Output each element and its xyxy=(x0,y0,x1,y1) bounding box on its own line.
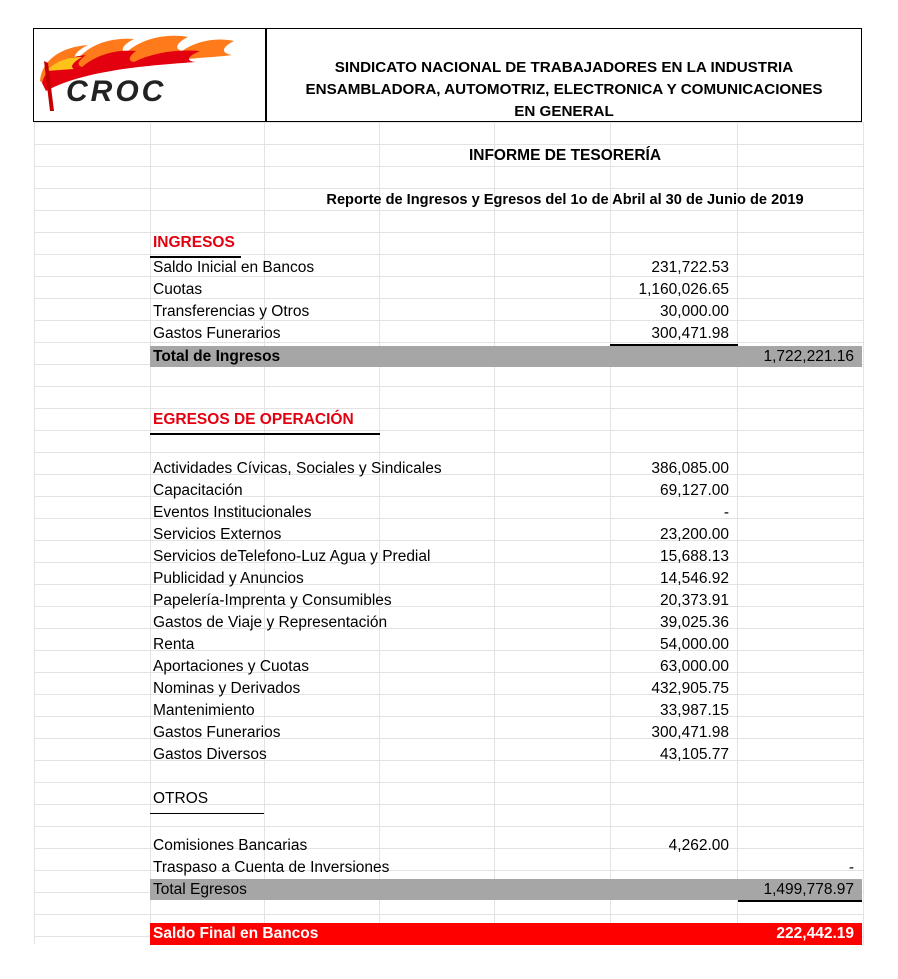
row-value: 23,200.00 xyxy=(660,526,729,543)
table-row xyxy=(150,458,862,480)
org-line-3: EN GENERAL xyxy=(514,103,614,120)
row-label: Gastos Funerarios xyxy=(153,724,281,741)
grid-row-line xyxy=(34,386,863,387)
table-row xyxy=(150,612,862,634)
row-label: Actividades Cívicas, Sociales y Sindicales xyxy=(153,460,442,477)
row-label: Mantenimiento xyxy=(153,702,255,719)
table-row xyxy=(150,656,862,678)
saldo-final-label: Saldo Final en Bancos xyxy=(153,925,319,942)
total-egresos-underline xyxy=(738,900,862,902)
grid-row-line xyxy=(34,166,863,167)
table-row xyxy=(150,722,862,744)
row-value: 33,987.15 xyxy=(660,702,729,719)
row-value: 43,105.77 xyxy=(660,746,729,763)
row-label: Saldo Inicial en Bancos xyxy=(153,259,315,276)
section-heading-ingresos: INGRESOS xyxy=(150,234,241,258)
row-label: Servicios Externos xyxy=(153,526,282,543)
row-value: - xyxy=(723,504,729,521)
row-label: Cuotas xyxy=(153,281,203,298)
table-row xyxy=(150,700,862,722)
row-value: 39,025.36 xyxy=(660,614,729,631)
total-egresos-label: Total Egresos xyxy=(153,881,247,898)
row-value: 30,000.00 xyxy=(660,303,729,320)
grid-row-line xyxy=(34,914,863,915)
row-value: 432,905.75 xyxy=(651,680,729,697)
row-label: Papelería-Imprenta y Consumibles xyxy=(153,592,392,609)
row-label: Transferencias y Otros xyxy=(153,303,310,320)
row-label: Eventos Institucionales xyxy=(153,504,312,521)
row-value: 231,722.53 xyxy=(651,259,729,276)
grid-row-line xyxy=(34,188,863,189)
table-row xyxy=(150,835,862,857)
row-label: Nominas y Derivados xyxy=(153,680,301,697)
table-row xyxy=(150,257,862,279)
table-row xyxy=(150,857,862,879)
total-ingresos-row xyxy=(150,346,862,367)
report-header xyxy=(33,28,862,122)
organization-name xyxy=(270,57,858,123)
row-label: Aportaciones y Cuotas xyxy=(153,658,309,675)
table-row xyxy=(150,568,862,590)
row-label: Publicidad y Anuncios xyxy=(153,570,304,587)
table-row xyxy=(150,279,862,301)
total-ingresos-value: 1,722,221.16 xyxy=(763,348,854,365)
report-subtitle: Reporte de Ingresos y Egresos del 1o de Abril al 30 de Junio de 2019 xyxy=(326,192,804,208)
row-label: Capacitación xyxy=(153,482,243,499)
header-divider xyxy=(265,29,267,121)
table-row xyxy=(150,590,862,612)
grid-row-line xyxy=(34,408,863,409)
table-row xyxy=(150,524,862,546)
grid-column-line xyxy=(34,122,35,944)
total-ingresos-label: Total de Ingresos xyxy=(153,348,281,365)
row-total-value: - xyxy=(848,859,854,876)
table-row xyxy=(150,301,862,323)
row-label: Gastos Diversos xyxy=(153,746,267,763)
row-value: 386,085.00 xyxy=(651,460,729,477)
table-row xyxy=(150,502,862,524)
org-line-1: SINDICATO NACIONAL DE TRABAJADORES EN LA INDUSTRIA xyxy=(334,59,794,76)
row-label: Renta xyxy=(153,636,195,653)
row-label: Comisiones Bancarias xyxy=(153,837,308,854)
row-value: 15,688.13 xyxy=(660,548,729,565)
saldo-final-value: 222,442.19 xyxy=(776,925,854,942)
table-row xyxy=(150,323,862,345)
table-row xyxy=(150,546,862,568)
report-title: INFORME DE TESORERÍA xyxy=(468,147,662,164)
row-label: Gastos Funerarios xyxy=(153,325,281,342)
row-value: 1,160,026.65 xyxy=(638,281,729,298)
section-heading-egresos: EGRESOS DE OPERACIÓN xyxy=(150,411,380,435)
row-value: 63,000.00 xyxy=(660,658,729,675)
row-value: 69,127.00 xyxy=(660,482,729,499)
row-value: 300,471.98 xyxy=(651,724,729,741)
total-egresos-row xyxy=(150,879,862,900)
saldo-final-row xyxy=(150,923,862,945)
row-value: 14,546.92 xyxy=(660,570,729,587)
row-value: 54,000.00 xyxy=(660,636,729,653)
table-row xyxy=(150,744,862,766)
grid-row-line xyxy=(34,210,863,211)
row-label: Traspaso a Cuenta de Inversiones xyxy=(153,859,390,876)
grid-row-line xyxy=(34,826,863,827)
section-heading-otros: OTROS xyxy=(150,790,264,814)
row-label: Gastos de Viaje y Representación xyxy=(153,614,388,631)
row-value: 300,471.98 xyxy=(651,325,729,342)
row-value: 20,373.91 xyxy=(660,592,729,609)
logo-text: CROC xyxy=(66,75,167,108)
table-row xyxy=(150,480,862,502)
grid-column-line xyxy=(863,122,864,944)
total-egresos-value: 1,499,778.97 xyxy=(763,881,854,898)
org-line-2: ENSAMBLADORA, AUTOMOTRIZ, ELECTRONICA Y COMUNICACIONES xyxy=(305,81,823,98)
table-row xyxy=(150,634,862,656)
grid-row-line xyxy=(34,452,863,453)
croc-logo xyxy=(36,31,261,117)
grid-row-line xyxy=(34,782,863,783)
grid-row-line xyxy=(34,144,863,145)
table-row xyxy=(150,678,862,700)
row-label: Servicios deTelefono-Luz Agua y Predial xyxy=(153,548,431,565)
row-value: 4,262.00 xyxy=(668,837,729,854)
grid-row-line xyxy=(34,232,863,233)
